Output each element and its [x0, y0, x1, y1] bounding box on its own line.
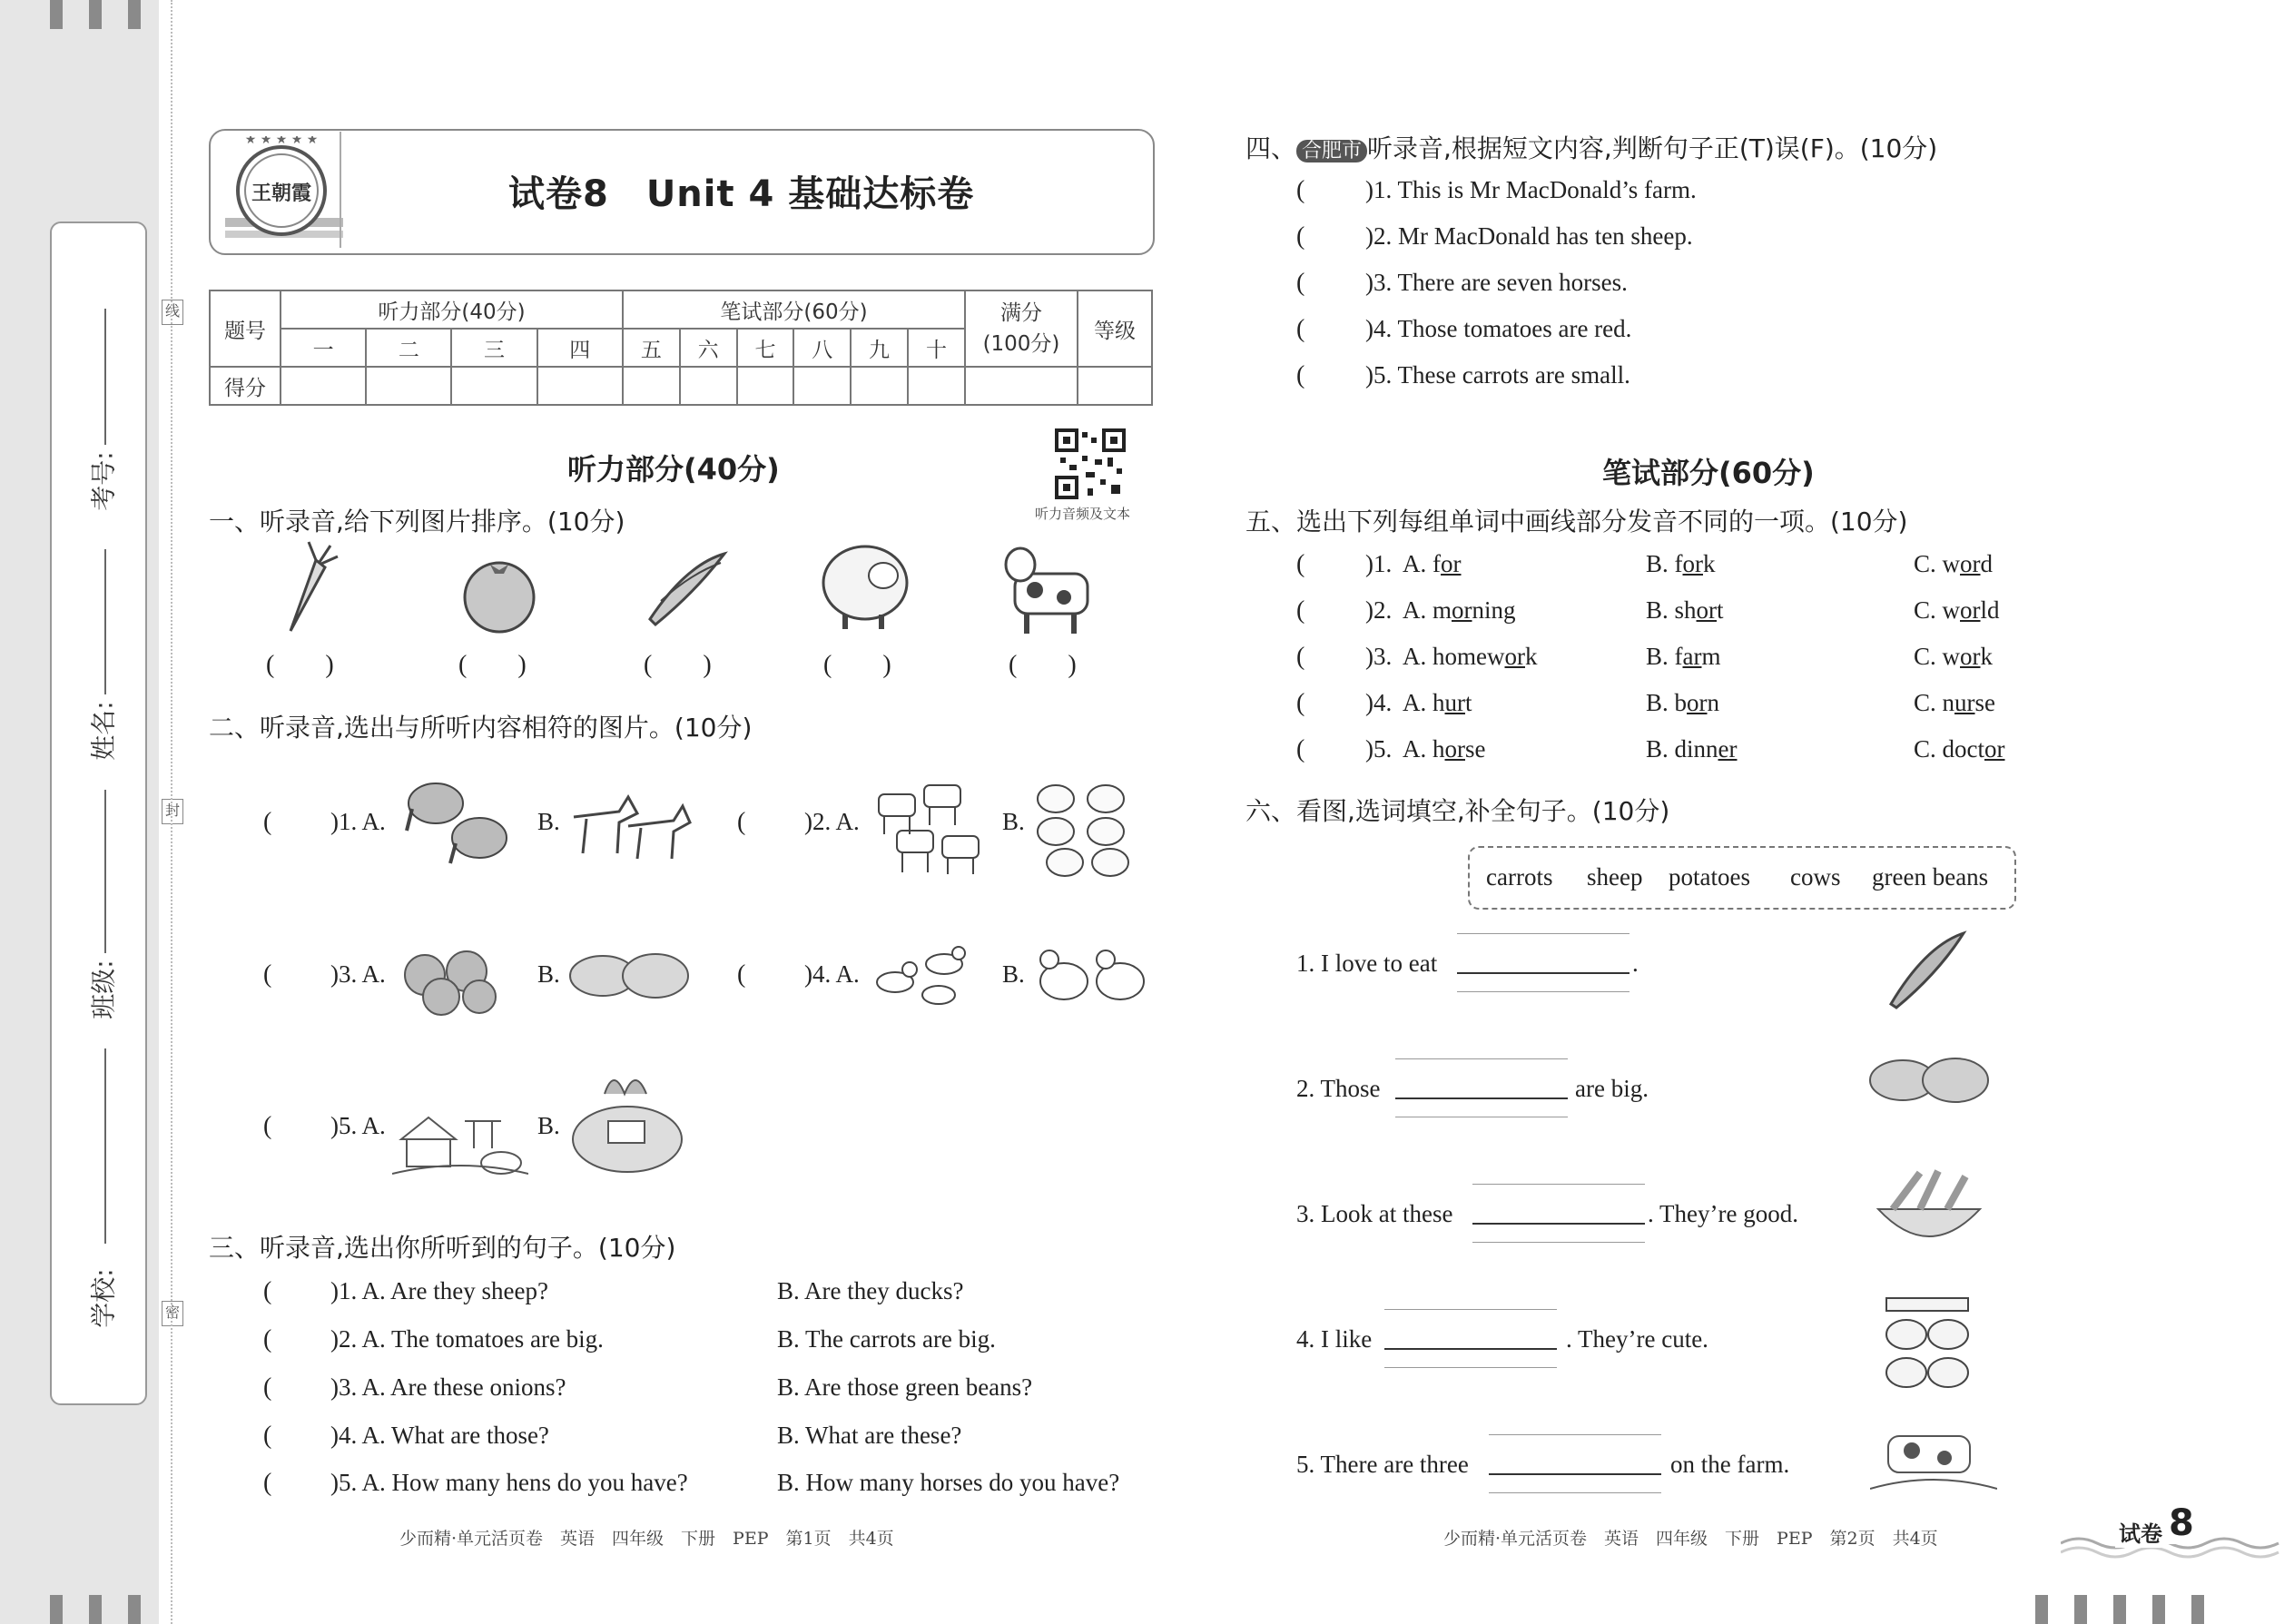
writing-guide: [1457, 933, 1629, 934]
exam-no-line[interactable]: [104, 309, 106, 445]
potatoes-picture[interactable]: [568, 949, 691, 1003]
cell-num: 八: [793, 329, 851, 367]
svg-text:★ ★ ★ ★ ★: ★ ★ ★ ★ ★: [244, 136, 319, 147]
s4-item: )5. These carrots are small.: [1365, 361, 1630, 389]
s5-option-c: C. work: [1914, 643, 1994, 670]
s3-item-b: B. Are they ducks?: [777, 1277, 964, 1304]
answer-open[interactable]: (: [263, 1325, 272, 1353]
s5-option-a: A. for: [1403, 550, 1462, 577]
writing-guide: [1395, 1058, 1568, 1059]
answer-open[interactable]: (: [263, 1373, 272, 1402]
corner-mark: [2113, 1595, 2126, 1624]
s6-sentence-pre: 1. I love to eat: [1296, 950, 1438, 977]
item-4-label: )4. A.: [804, 960, 860, 988]
cell-num: 七: [737, 329, 794, 367]
cell-listening-header: 听力部分(40分): [281, 290, 623, 329]
section-2-title: 二、听录音,选出与所听内容相符的图片。(10分): [209, 713, 753, 743]
region-badge: 合肥市: [1296, 140, 1367, 162]
s4-item: )4. Those tomatoes are red.: [1365, 315, 1632, 342]
zoo-picture[interactable]: [568, 1067, 686, 1176]
corner-mark: [89, 1595, 102, 1624]
answer-open[interactable]: (: [263, 1422, 272, 1450]
fill-blank[interactable]: [1472, 1223, 1645, 1225]
class-line[interactable]: [104, 790, 106, 953]
cell-num: 二: [366, 329, 451, 367]
answer-open[interactable]: (: [263, 1112, 272, 1140]
answer-open[interactable]: (: [263, 1277, 272, 1305]
corner-mark: [89, 0, 102, 29]
horses-picture[interactable]: [565, 790, 692, 862]
s5-option-b: B. born: [1646, 689, 1720, 716]
score-input[interactable]: [737, 367, 794, 405]
answer-open[interactable]: (: [1296, 550, 1305, 578]
answer-open[interactable]: (: [737, 808, 746, 836]
qr-code[interactable]: [1055, 428, 1126, 499]
carrots-basket-picture: [1866, 1164, 1993, 1255]
s3-item-b: B. Are those green beans?: [777, 1373, 1033, 1401]
s6-sentence-pre: 5. There are three: [1296, 1451, 1469, 1478]
s3-item-b: B. How many horses do you have?: [777, 1469, 1120, 1496]
fill-blank[interactable]: [1395, 1097, 1568, 1099]
s5-option-c: C. world: [1914, 596, 2000, 624]
carrot-picture: [272, 540, 345, 640]
goats-picture[interactable]: [870, 776, 988, 881]
option-b-label: B.: [537, 808, 560, 835]
score-input[interactable]: [623, 367, 680, 405]
corner-mark: [2191, 1595, 2204, 1624]
answer-open[interactable]: (: [737, 960, 746, 989]
s4-item: )3. There are seven horses.: [1365, 269, 1628, 296]
answer-open[interactable]: (: [263, 1469, 272, 1497]
s5-num: )2.: [1365, 596, 1393, 624]
potatoes-picture: [1868, 1053, 1991, 1107]
name-label: 姓名:: [88, 701, 119, 761]
option-b-label: B.: [537, 1112, 560, 1139]
section-4-text: 听录音,根据短文内容,判断句子正(T)误(F)。(10分): [1367, 133, 1938, 163]
s5-option-b: B. short: [1646, 596, 1724, 624]
paper-number: 8: [2165, 1502, 2198, 1544]
option-b-label: B.: [1002, 808, 1025, 835]
title-divider: [340, 132, 341, 248]
seal-mark-seal: 封: [162, 799, 183, 824]
cell-num: 五: [623, 329, 680, 367]
cow-picture: [999, 537, 1098, 637]
brand-logo: [225, 136, 343, 245]
cell-full-marks: [965, 290, 1078, 367]
cell-grade: 等级: [1078, 290, 1152, 367]
cell-num: 六: [680, 329, 737, 367]
student-info-box: [50, 221, 147, 1405]
s6-sentence-post: on the farm.: [1670, 1451, 1790, 1478]
answer-open[interactable]: (: [1296, 643, 1305, 671]
answer-open[interactable]: (: [1296, 361, 1305, 389]
answer-open[interactable]: (: [263, 960, 272, 989]
fill-blank[interactable]: [1457, 972, 1629, 974]
corner-mark: [128, 0, 141, 29]
seal-mark-line: 线: [162, 300, 183, 325]
footer-right: 少而精·单元活页卷 英语 四年级 下册 PEP 第2页 共4页: [1443, 1529, 1938, 1549]
score-input[interactable]: [451, 367, 537, 405]
option-b-label: B.: [537, 960, 560, 988]
hens-picture[interactable]: [1033, 940, 1151, 1012]
s6-sentence-pre: 4. I like: [1296, 1325, 1373, 1353]
school-label: 学校:: [88, 1268, 119, 1328]
answer-open[interactable]: (: [1296, 222, 1305, 251]
answer-blank[interactable]: ( ): [1009, 651, 1077, 679]
s6-sentence-post: . They’re cute.: [1566, 1325, 1708, 1353]
score-input[interactable]: [793, 367, 851, 405]
s5-num: )3.: [1365, 643, 1393, 670]
word-option: cows: [1790, 863, 1841, 891]
item-3-label: )3. A.: [330, 960, 386, 988]
answer-open[interactable]: (: [1296, 269, 1305, 297]
s3-item-b: B. The carrots are big.: [777, 1325, 996, 1353]
cut-line: [171, 0, 174, 1624]
page-title: 试卷8 Unit 4 基础达标卷: [508, 173, 975, 215]
s5-option-a: A. morning: [1403, 596, 1516, 624]
item-5-label: )5. A.: [330, 1112, 386, 1139]
answer-blank[interactable]: ( ): [823, 651, 891, 679]
paper-label: 试卷: [2115, 1516, 2166, 1548]
sheep-picture: [815, 537, 915, 633]
s6-sentence-post: are big.: [1575, 1075, 1649, 1102]
s5-option-a: A. homework: [1403, 643, 1538, 670]
s5-option-b: B. fork: [1646, 550, 1716, 577]
score-input[interactable]: [908, 367, 965, 405]
answer-open[interactable]: (: [1296, 596, 1305, 625]
green-beans-picture: [641, 546, 732, 628]
green-beans-picture: [1884, 928, 1970, 1009]
sheep-group-picture[interactable]: [1033, 779, 1133, 879]
s5-option-c: C. nurse: [1914, 689, 1996, 716]
exam-no-label: 考号:: [88, 451, 119, 511]
answer-open[interactable]: (: [1296, 315, 1305, 343]
s5-option-a: A. horse: [1403, 735, 1486, 763]
answer-blank[interactable]: ( ): [266, 651, 334, 679]
seal-mark-secret: 密: [162, 1301, 183, 1326]
word-option: carrots: [1486, 863, 1553, 891]
section-4-prefix: 四、: [1245, 133, 1297, 163]
section-4-title: [1245, 129, 1937, 165]
s5-num: )5.: [1365, 735, 1393, 763]
score-input[interactable]: [965, 367, 1078, 405]
corner-mark: [2035, 1595, 2048, 1624]
s3-item-b: B. What are these?: [777, 1422, 962, 1449]
tomato-picture: [458, 552, 540, 634]
section-6-title: 六、看图,选词填空,补全句子。(10分): [1245, 796, 1670, 826]
sheep-pen-picture: [1879, 1289, 1974, 1393]
tomatoes-picture[interactable]: [399, 944, 499, 1017]
s5-option-c: C. doctor: [1914, 735, 2005, 763]
corner-mark: [2074, 1595, 2087, 1624]
writing-part-title: 笔试部分(60分): [1602, 456, 1815, 490]
cell-num: 十: [908, 329, 965, 367]
cell-num: 一: [281, 329, 366, 367]
full-marks-label: 满分: [1000, 301, 1042, 325]
cell-writing-header: 笔试部分(60分): [623, 290, 965, 329]
corner-mark: [50, 0, 63, 29]
answer-blank[interactable]: ( ): [644, 651, 712, 679]
cows-picture: [1870, 1407, 1997, 1498]
score-input[interactable]: [851, 367, 908, 405]
name-line[interactable]: [104, 549, 106, 694]
s6-sentence-pre: 3. Look at these: [1296, 1200, 1453, 1227]
s6-sentence-post: . They’re good.: [1648, 1200, 1798, 1227]
score-input[interactable]: [281, 367, 366, 405]
score-input[interactable]: [537, 367, 623, 405]
s6-sentence-pre: 2. Those: [1296, 1075, 1381, 1102]
listening-part-title: 听力部分(40分): [567, 452, 780, 487]
svg-text:王朝霞: 王朝霞: [251, 182, 312, 205]
answer-blank[interactable]: ( ): [458, 651, 527, 679]
answer-open[interactable]: (: [1296, 689, 1305, 717]
s6-sentence-post: .: [1632, 950, 1639, 977]
s5-num: )1.: [1365, 550, 1393, 577]
fill-blank[interactable]: [1384, 1348, 1557, 1350]
word-option: potatoes: [1669, 863, 1750, 891]
option-b-label: B.: [1002, 960, 1025, 988]
answer-open[interactable]: (: [1296, 176, 1305, 204]
cell-num: 九: [851, 329, 908, 367]
answer-open[interactable]: (: [1296, 735, 1305, 763]
fill-blank[interactable]: [1489, 1473, 1661, 1475]
word-option: green beans: [1872, 863, 1989, 891]
writing-guide: [1489, 1492, 1661, 1493]
cell-score-label: 得分: [210, 367, 281, 405]
writing-guide: [1472, 1242, 1645, 1243]
s3-item-a: )1. A. Are they sheep?: [330, 1277, 548, 1304]
writing-guide: [1457, 991, 1629, 992]
s3-item-a: )5. A. How many hens do you have?: [330, 1469, 688, 1496]
s5-option-b: B. dinner: [1646, 735, 1738, 763]
cell-question-no: 题号: [210, 290, 281, 367]
s5-option-b: B. farm: [1646, 643, 1721, 670]
s4-item: )1. This is Mr MacDonald’s farm.: [1365, 176, 1697, 203]
item-1-label: )1. A.: [330, 808, 386, 835]
s5-option-a: A. hurt: [1403, 689, 1472, 716]
section-3-title: 三、听录音,选出你所听到的句子。(10分): [209, 1233, 676, 1263]
item-2-label: )2. A.: [804, 808, 860, 835]
s5-num: )4.: [1365, 689, 1393, 716]
full-marks-value: (100分): [982, 332, 1060, 356]
answer-open[interactable]: (: [263, 808, 272, 836]
score-input[interactable]: [1078, 367, 1152, 405]
s3-item-a: )3. A. Are these onions?: [330, 1373, 566, 1401]
s4-item: )2. Mr MacDonald has ten sheep.: [1365, 222, 1693, 250]
score-input[interactable]: [366, 367, 451, 405]
ducks-picture[interactable]: [873, 944, 973, 1008]
corner-mark: [50, 1595, 63, 1624]
cell-num: 四: [537, 329, 623, 367]
cell-num: 三: [451, 329, 537, 367]
qr-caption: 听力音频及文本: [1035, 506, 1131, 522]
s5-option-c: C. word: [1914, 550, 1994, 577]
section-1-title: 一、听录音,给下列图片排序。(10分): [209, 507, 625, 536]
writing-guide: [1384, 1309, 1557, 1310]
word-option: sheep: [1587, 863, 1643, 891]
class-label: 班级:: [88, 960, 119, 1019]
writing-guide: [1489, 1434, 1661, 1435]
corner-mark: [2152, 1595, 2165, 1624]
corner-mark: [128, 1595, 141, 1624]
s3-item-a: )4. A. What are those?: [330, 1422, 549, 1449]
score-input[interactable]: [680, 367, 737, 405]
writing-guide: [1384, 1367, 1557, 1368]
score-table: [209, 290, 1153, 406]
farm-picture[interactable]: [392, 1085, 528, 1180]
section-5-title: 五、选出下列每组单词中画线部分发音不同的一项。(10分): [1245, 507, 1908, 536]
s3-item-a: )2. A. The tomatoes are big.: [330, 1325, 604, 1353]
writing-guide: [1472, 1184, 1645, 1185]
elephants-picture[interactable]: [399, 776, 517, 867]
school-line[interactable]: [104, 1048, 106, 1244]
footer-left: 少而精·单元活页卷 英语 四年级 下册 PEP 第1页 共4页: [399, 1529, 894, 1549]
